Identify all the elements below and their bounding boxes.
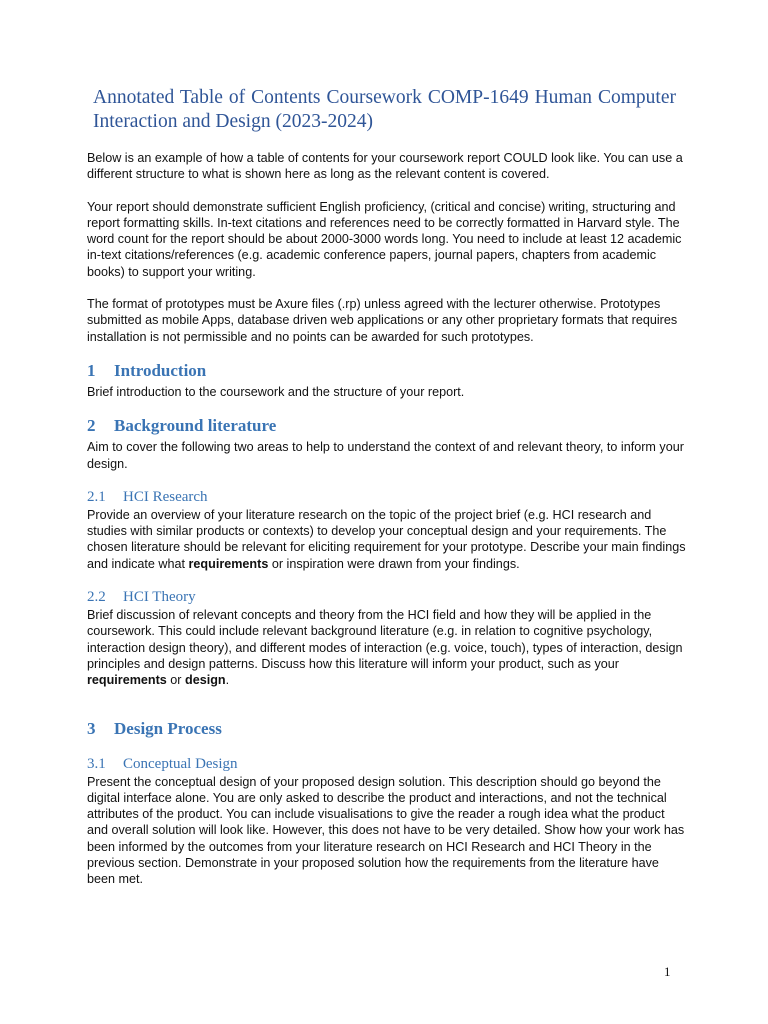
page-number: 1 bbox=[664, 964, 671, 979]
heading-text: Introduction bbox=[114, 360, 207, 380]
background-literature-text: Aim to cover the following two areas to help to understand the context of and relevant theory, to inform your design. bbox=[87, 440, 684, 471]
bold-design: design bbox=[185, 673, 226, 688]
heading-number: 2.1 bbox=[87, 488, 106, 505]
heading-hci-research bbox=[87, 488, 687, 506]
heading-number: 1 bbox=[87, 360, 96, 380]
heading-text: HCI Theory bbox=[123, 589, 196, 606]
heading-number: 2.2 bbox=[87, 589, 106, 606]
conceptual-design-text: Present the conceptual design of your proposed design solution. This description should go beyond the digital interface alone. You are only asked to describe the product and interactions, and not the technical attributes of the product. You can include visualisations to give the reader a rough idea what the product and overall solution will look like. However, this does not have to be very detailed. Show how your work has been informed by the outcomes from your literature research on HCI Research and HCI Theory in the previous section. Demonstrate in your proposed solution how the requirements from the literature have been met. bbox=[87, 774, 685, 887]
heading-background-literature bbox=[87, 416, 687, 436]
introduction-text: Brief introduction to the coursework and the structure of your report. bbox=[87, 384, 465, 399]
heading-text: HCI Research bbox=[123, 488, 208, 505]
bold-requirements: requirements bbox=[188, 556, 269, 571]
heading-design-process bbox=[87, 719, 687, 739]
heading-number: 3.1 bbox=[87, 755, 106, 772]
heading-number: 2 bbox=[87, 416, 96, 436]
heading-number: 3 bbox=[87, 718, 96, 738]
bold-requirements: requirements bbox=[87, 673, 167, 688]
hci-research-text: Provide an overview of your literature research on the topic of the project brief (e.g. HCI research and studies with similar products or contexts) to develop your conceptual design and your requirements. The chosen literature should be relevant for eliciting requirement for your prototype. Describe your main findings and indicate what requirements or inspiration were drawn from your findings. bbox=[87, 507, 686, 571]
heading-text: Design Process bbox=[114, 718, 222, 738]
heading-introduction bbox=[87, 361, 687, 381]
hci-theory-text: Brief discussion of relevant concepts and theory from the HCI field and how they will be applied in the coursework. This could include relevant background literature (e.g. in relation to cognitive psychology, interaction design theory), and different modes of interaction (e.g. voice, touch), types of interaction, design principles and design patterns. Discuss how this literature will inform your product, such as your requirements or design. bbox=[87, 608, 683, 688]
heading-hci-theory bbox=[87, 588, 687, 606]
document-body bbox=[87, 150, 687, 904]
heading-conceptual-design bbox=[87, 755, 687, 773]
heading-text: Background literature bbox=[114, 416, 277, 436]
document-title: Annotated Table of Contents Coursework COMP-1649 Human Computer Interaction and Design (2023-2024) bbox=[93, 87, 676, 132]
heading-text: Conceptual Design bbox=[123, 755, 238, 772]
intro-paragraph-3: The format of prototypes must be Axure files (.rp) unless agreed with the lecturer otherwise. Prototypes submitted as mobile Apps, database driven web applications or any other proprietary formats that requires installation is not permissible and no points can be awarded for such prototypes. bbox=[87, 297, 678, 344]
intro-paragraph-2: Your report should demonstrate sufficient English proficiency, (critical and concise) writing, structuring and report formatting skills. In-text citations and references need to be correctly formatted in Harvard style. The word count for the report should be about 2000-3000 words long. You need to include at least 12 academic in-text citations/references (e.g. academic conference papers, journal papers, chapters from academic books) to support your writing. bbox=[87, 199, 682, 279]
intro-paragraph-1: Below is an example of how a table of contents for your coursework report COULD look like. You can use a different structure to what is shown here as long as the relevant content is covered. bbox=[87, 151, 683, 182]
